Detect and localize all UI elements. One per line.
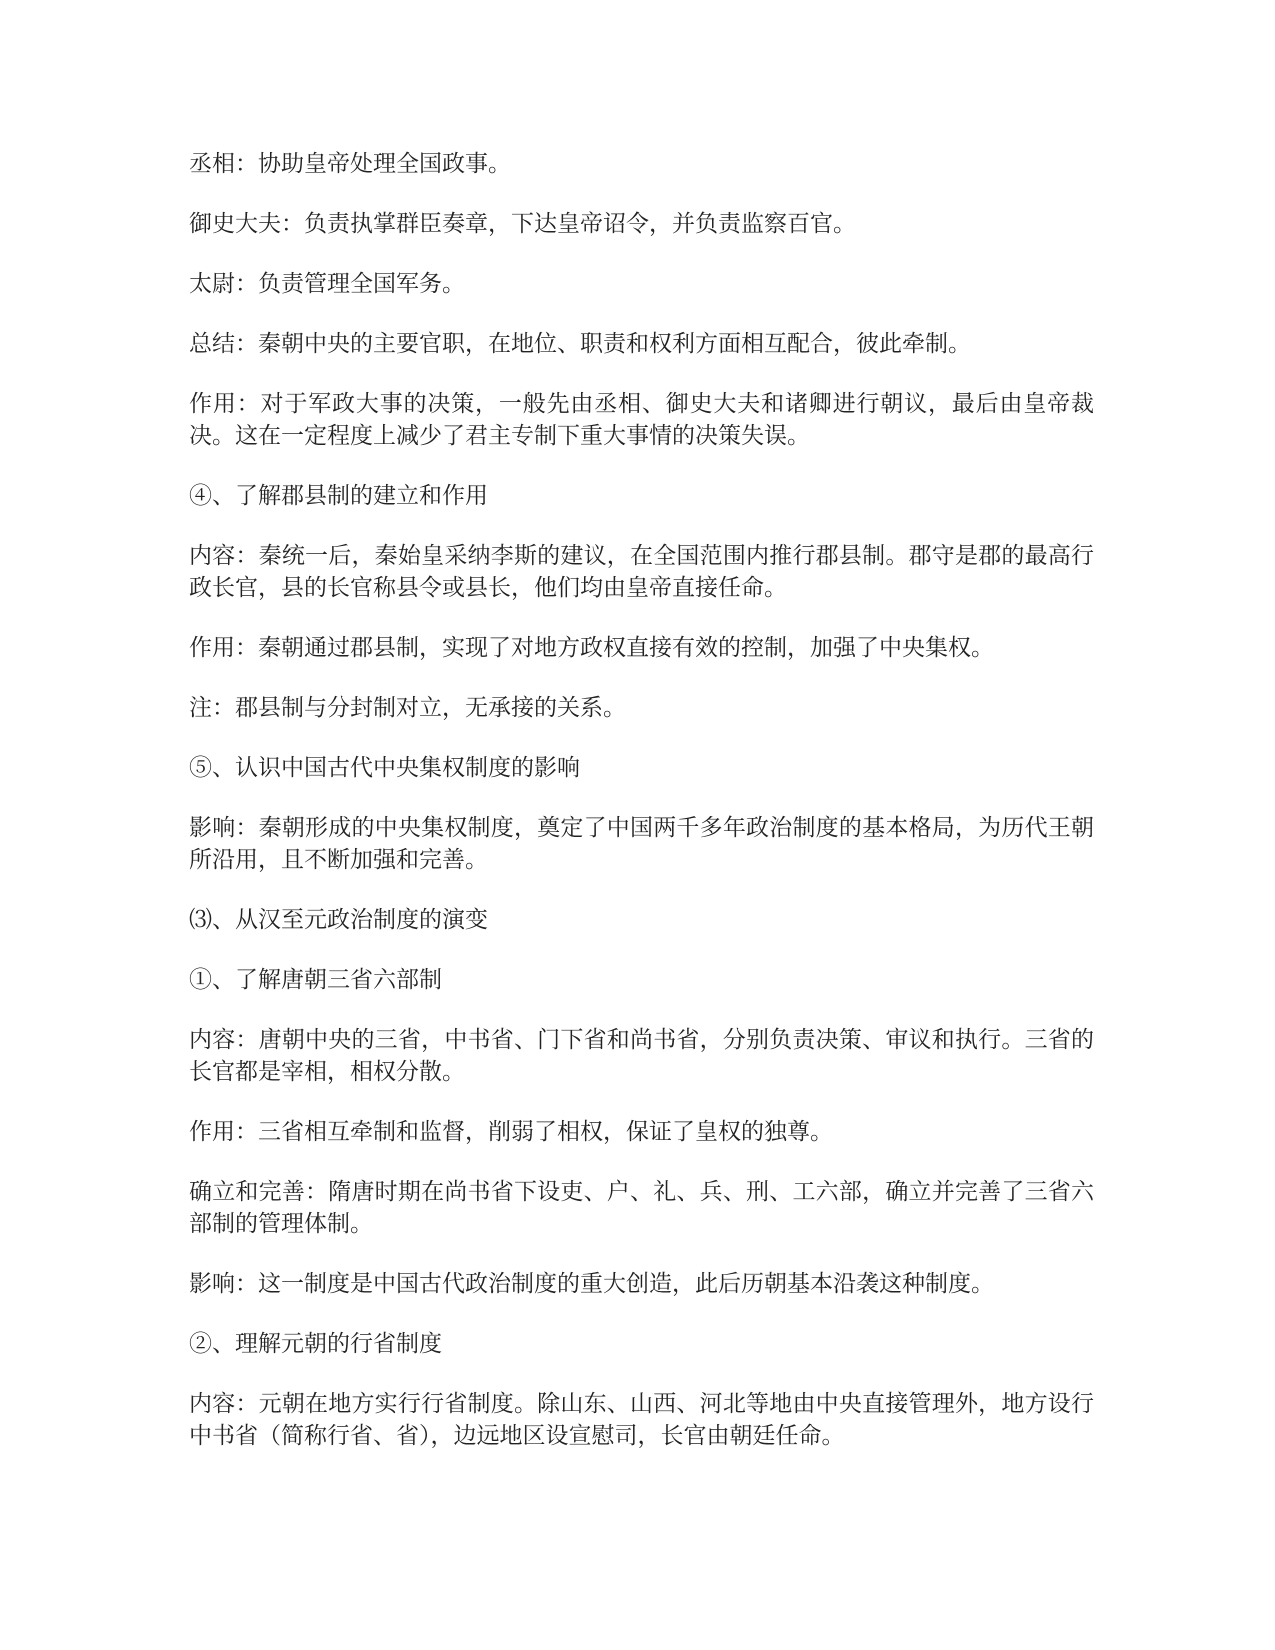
- paragraph-prefecture-content: 内容：秦统一后，秦始皇采纳李斯的建议，在全国范围内推行郡县制。郡守是郡的最高行政长官，县的长官称县令或县长，他们均由皇帝直接任命。: [189, 543, 1094, 601]
- section-heading-han-to-yuan: ⑶、从汉至元政治制度的演变: [189, 907, 488, 933]
- paragraph-summary: 总结：秦朝中央的主要官职，在地位、职责和权利方面相互配合，彼此牵制。: [189, 331, 971, 357]
- paragraph-centralization-influence: 影响：秦朝形成的中央集权制度，奠定了中国两千多年政治制度的基本格局，为历代王朝所沿用，且不断加强和完善。: [189, 815, 1094, 873]
- paragraph-three-departments-function: 作用：三省相互牵制和监督，削弱了相权，保证了皇权的独尊。: [189, 1119, 833, 1145]
- section-heading-prefecture: ④、了解郡县制的建立和作用: [189, 483, 488, 509]
- paragraph-prefecture-function: 作用：秦朝通过郡县制，实现了对地方政权直接有效的控制，加强了中央集权。: [189, 635, 994, 661]
- paragraph-grand-commandant: 太尉：负责管理全国军务。: [189, 271, 465, 297]
- paragraph-prefecture-note: 注：郡县制与分封制对立，无承接的关系。: [189, 695, 626, 721]
- section-heading-three-departments: ①、了解唐朝三省六部制: [189, 967, 442, 993]
- paragraph-three-departments-content: 内容：唐朝中央的三省，中书省、门下省和尚书省，分别负责决策、审议和执行。三省的长官都是宰相，相权分散。: [189, 1027, 1094, 1085]
- section-heading-centralization: ⑤、认识中国古代中央集权制度的影响: [189, 755, 580, 781]
- paragraph-three-departments-establishment: 确立和完善：隋唐时期在尚书省下设吏、户、礼、兵、刑、工六部，确立并完善了三省六部制的管理体制。: [189, 1179, 1094, 1237]
- paragraph-function-court: 作用：对于军政大事的决策，一般先由丞相、御史大夫和诸卿进行朝议，最后由皇帝裁决。这在一定程度上减少了君主专制下重大事情的决策失误。: [189, 391, 1094, 449]
- paragraph-chancellor: 丞相：协助皇帝处理全国政事。: [189, 151, 511, 177]
- paragraph-yuan-provinces-content: 内容：元朝在地方实行行省制度。除山东、山西、河北等地由中央直接管理外，地方设行中书省（简称行省、省），边远地区设宣慰司，长官由朝廷任命。: [189, 1391, 1094, 1449]
- paragraph-three-departments-influence: 影响：这一制度是中国古代政治制度的重大创造，此后历朝基本沿袭这种制度。: [189, 1271, 994, 1297]
- section-heading-yuan-provinces: ②、理解元朝的行省制度: [189, 1331, 442, 1357]
- document-body: [189, 148, 1094, 1480]
- paragraph-censor: 御史大夫：负责执掌群臣奏章，下达皇帝诏令，并负责监察百官。: [189, 211, 856, 237]
